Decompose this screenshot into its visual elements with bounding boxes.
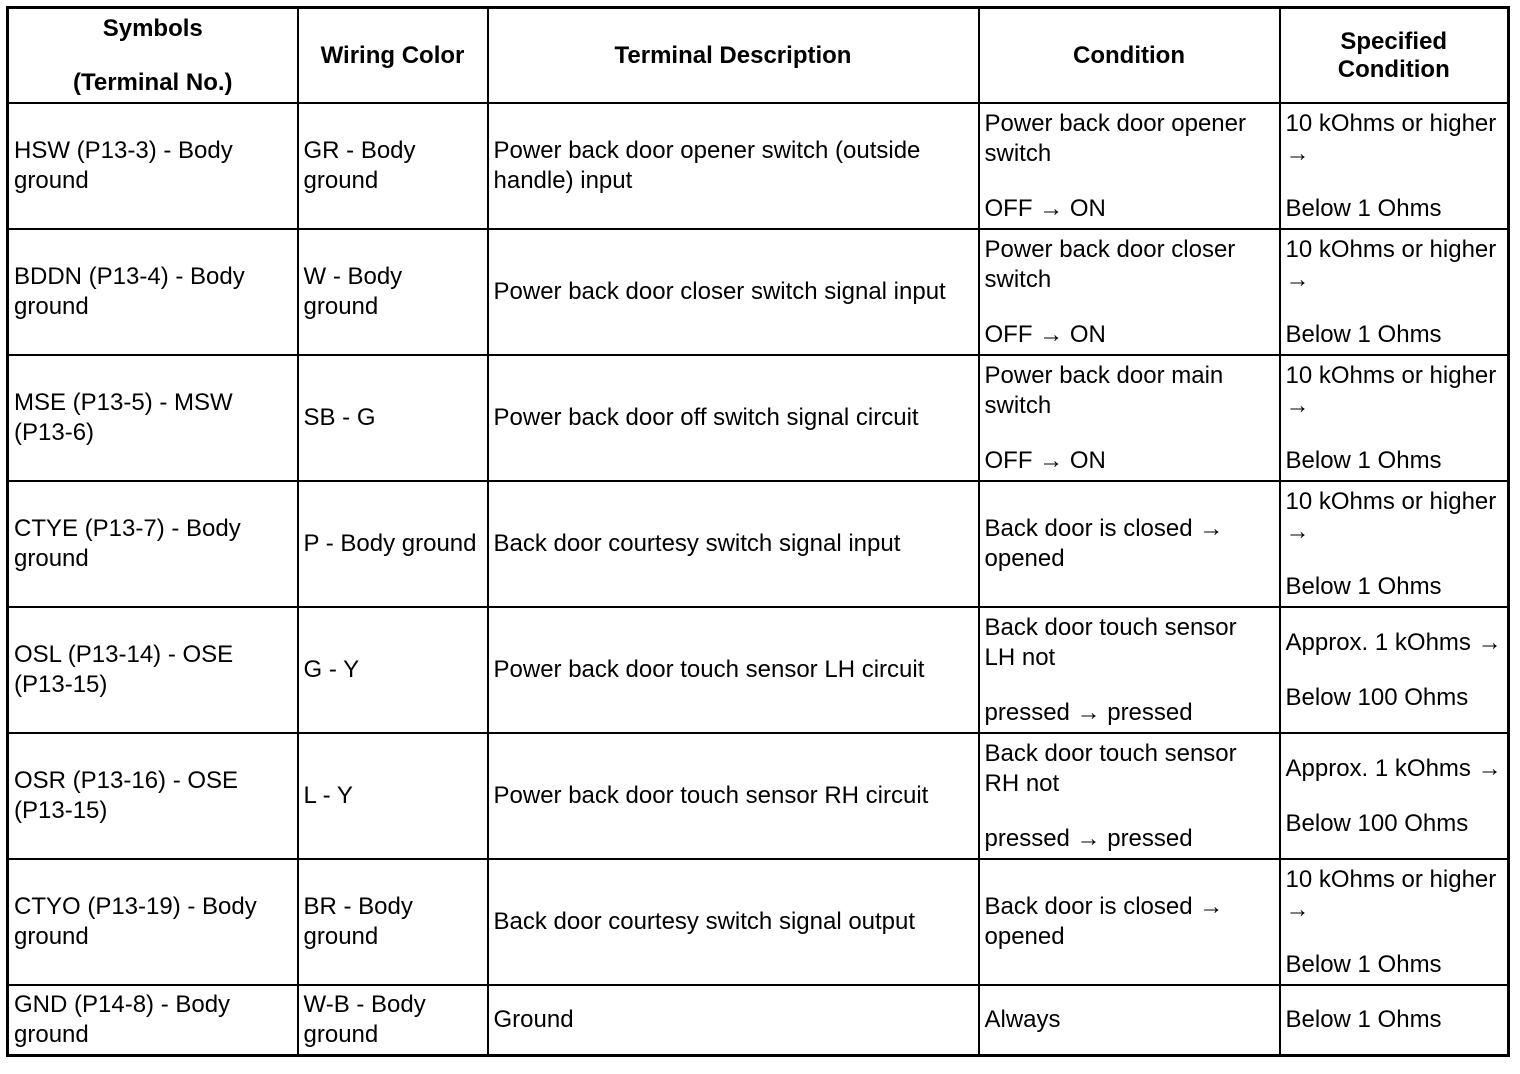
cell-wiring-color: P - Body ground [298,481,488,607]
cell-specified-condition [1280,355,1509,481]
cell-symbol: CTYO (P13-19) - Body ground [8,859,298,985]
cell-wiring-color: GR - Body ground [298,103,488,229]
cell-symbol: CTYE (P13-7) - Body ground [8,481,298,607]
spec-bottom: Below 1 Ohms [1285,950,1442,978]
cell-specified-condition [1280,859,1509,985]
terminal-spec-table [6,6,1510,1057]
header-specified-condition: Specified Condition [1280,8,1509,104]
spec-top: 10 kOhms or higher → [1285,235,1497,293]
table-row [8,229,1509,355]
cell-wiring-color: W - Body ground [298,229,488,355]
table-row [8,733,1509,859]
cell-wiring-color: L - Y [298,733,488,859]
spec-bottom: Below 100 Ohms [1285,683,1469,711]
condition-bottom: pressed → pressed [984,698,1193,726]
cell-condition [979,103,1280,229]
cell-symbol: GND (P14-8) - Body ground [8,985,298,1056]
table-row [8,607,1509,733]
spec-top: Approx. 1 kOhms → [1285,754,1502,782]
cell-description: Power back door off switch signal circuit [488,355,979,481]
cell-specified-condition [1280,481,1509,607]
cell-condition: Back door is closed → opened [979,859,1280,985]
spec-bottom: Below 1 Ohms [1285,320,1442,348]
spec-top: 10 kOhms or higher → [1285,361,1497,419]
cell-specified-condition [1280,607,1509,733]
header-row [8,8,1509,104]
spec-bottom: Below 1 Ohms [1285,572,1442,600]
condition-top: Power back door opener switch [984,109,1246,167]
cell-wiring-color: W-B - Body ground [298,985,488,1056]
condition-bottom: OFF → ON [984,194,1106,222]
cell-description: Back door courtesy switch signal input [488,481,979,607]
cell-description: Power back door touch sensor RH circuit [488,733,979,859]
cell-condition [979,229,1280,355]
cell-wiring-color: SB - G [298,355,488,481]
cell-specified-condition [1280,229,1509,355]
table-row [8,103,1509,229]
cell-condition [979,607,1280,733]
cell-description: Power back door touch sensor LH circuit [488,607,979,733]
spec-top: 10 kOhms or higher → [1285,109,1497,167]
cell-description: Power back door opener switch (outside handle) input [488,103,979,229]
condition-bottom: pressed → pressed [984,824,1193,852]
cell-symbol: BDDN (P13-4) - Body ground [8,229,298,355]
cell-description: Back door courtesy switch signal output [488,859,979,985]
header-wiring-color: Wiring Color [298,8,488,104]
condition-bottom: OFF → ON [984,446,1106,474]
condition-top: Power back door main switch [984,361,1224,419]
header-condition: Condition [979,8,1280,104]
cell-condition: Always [979,985,1280,1056]
header-terminal-description: Terminal Description [488,8,979,104]
cell-description: Power back door closer switch signal input [488,229,979,355]
header-symbols: Symbols (Terminal No.) [8,8,298,104]
condition-top: Back door touch sensor RH not [984,739,1237,797]
cell-wiring-color: G - Y [298,607,488,733]
spec-top: 10 kOhms or higher → [1285,865,1497,923]
cell-specified-condition [1280,733,1509,859]
condition-top: Power back door closer switch [984,235,1236,293]
cell-symbol: OSR (P13-16) - OSE (P13-15) [8,733,298,859]
spec-bottom: Below 1 Ohms [1285,194,1442,222]
cell-symbol: OSL (P13-14) - OSE (P13-15) [8,607,298,733]
condition-bottom: OFF → ON [984,320,1106,348]
table-row [8,859,1509,985]
cell-wiring-color: BR - Body ground [298,859,488,985]
cell-condition: Back door is closed → opened [979,481,1280,607]
cell-specified-condition: Below 1 Ohms [1280,985,1509,1056]
cell-description: Ground [488,985,979,1056]
cell-condition [979,355,1280,481]
table-row [8,985,1509,1056]
table-row [8,481,1509,607]
cell-specified-condition [1280,103,1509,229]
spec-bottom: Below 1 Ohms [1285,446,1442,474]
cell-symbol: HSW (P13-3) - Body ground [8,103,298,229]
cell-condition [979,733,1280,859]
spec-top: 10 kOhms or higher → [1285,487,1497,545]
cell-symbol: MSE (P13-5) - MSW (P13-6) [8,355,298,481]
spec-top: Approx. 1 kOhms → [1285,628,1502,656]
spec-bottom: Below 100 Ohms [1285,809,1469,837]
table-row [8,355,1509,481]
condition-top: Back door touch sensor LH not [984,613,1237,671]
